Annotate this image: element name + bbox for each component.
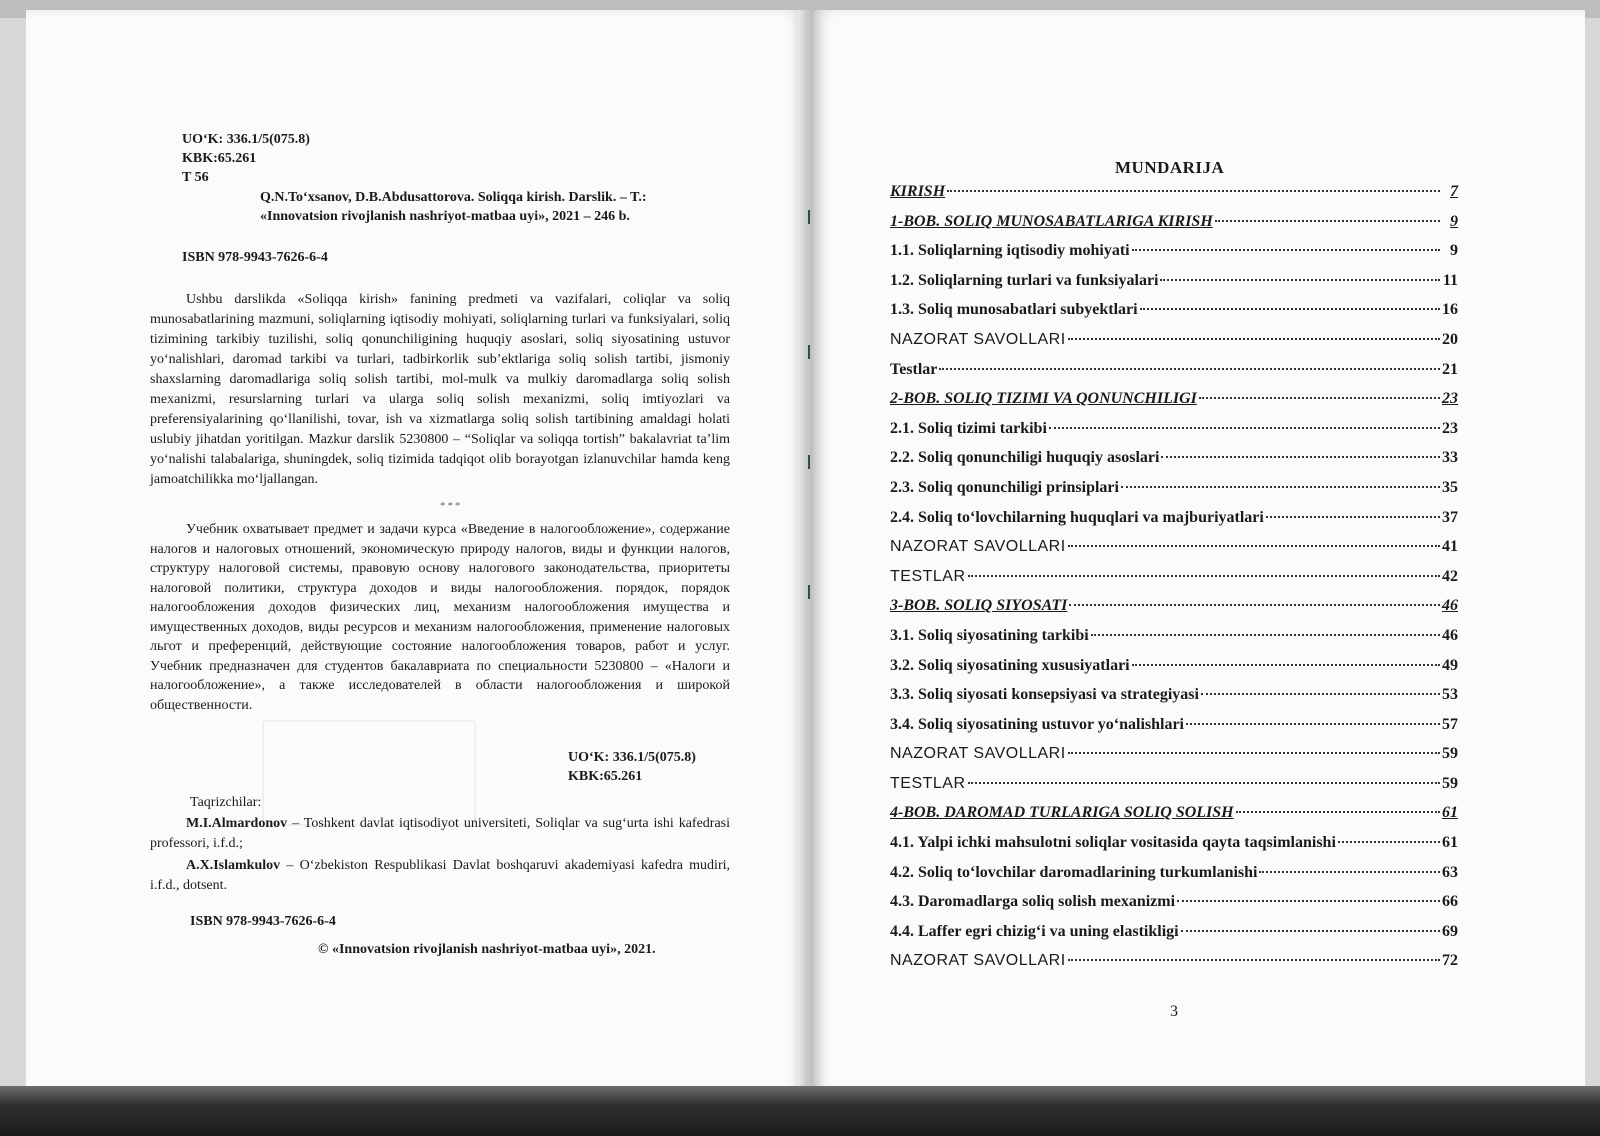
toc-entry-page: 59	[1442, 774, 1458, 792]
toc-leader-dots	[1069, 604, 1440, 606]
toc-entry	[890, 213, 1458, 243]
toc-entry	[890, 804, 1458, 834]
toc-entry	[890, 627, 1458, 657]
toc-entry-label: 2.1. Soliq tizimi tarkibi	[890, 419, 1047, 437]
toc-leader-dots	[1266, 516, 1440, 518]
toc-entry-label: 4.2. Soliq to‘lovchilar daromadlarining turkumlanishi	[890, 863, 1258, 881]
toc-entry-page: 7	[1450, 183, 1458, 200]
toc-entry-page: 59	[1442, 745, 1458, 763]
citation-line-1: Q.N.To‘xsanov, D.B.Abdusattorova. Soliqqa kirish. Darslik. – T.:	[260, 190, 647, 205]
author-code: T 56	[182, 170, 209, 185]
toc-leader-dots	[1186, 723, 1440, 725]
toc-entry-page: 61	[1442, 834, 1458, 852]
toc-leader-dots	[1068, 338, 1440, 340]
toc-entry-label: 2-BOB. SOLIQ TIZIMI VA QONUNCHILIGI	[890, 390, 1197, 408]
toc-leader-dots	[968, 575, 1440, 577]
toc-entry	[890, 923, 1458, 953]
toc-entry	[890, 834, 1458, 864]
toc-leader-dots	[1160, 279, 1440, 281]
toc-entry	[890, 390, 1458, 420]
copyright: © «Innovatsion rivojlanish nashriyot-matbaa uyi», 2021.	[318, 942, 656, 957]
toc-entry-page: 16	[1442, 301, 1458, 319]
toc-leader-dots	[1161, 456, 1440, 458]
toc-entry-page: 21	[1442, 360, 1458, 378]
separator-stars: ***	[440, 500, 463, 512]
toc-entry	[890, 272, 1458, 302]
toc-leader-dots	[1236, 811, 1440, 813]
faint-stamp	[262, 720, 476, 826]
toc-entry-label: NAZORAT SAVOLLARI	[890, 952, 1066, 970]
abstract-uzbek	[150, 290, 730, 490]
toc-leader-dots	[1259, 871, 1440, 873]
udk-code-2: UO‘K: 336.1/5(075.8)	[568, 750, 696, 765]
toc-leader-dots	[1199, 397, 1440, 399]
toc-leader-dots	[1177, 900, 1440, 902]
toc-leader-dots	[1091, 634, 1440, 636]
toc-entry-label: 2.4. Soliq to‘lovchilarning huquqlari va majburiyatlari	[890, 508, 1264, 526]
kbk-code-2: KBK:65.261	[568, 769, 643, 784]
toc-leader-dots	[939, 368, 1440, 370]
toc-entry-page: 42	[1442, 567, 1458, 585]
reviewer-2	[150, 856, 730, 896]
toc-entry-page: 33	[1442, 449, 1458, 467]
table-of-contents	[890, 183, 1458, 982]
toc-leader-dots	[1181, 930, 1440, 932]
toc-entry	[890, 775, 1458, 805]
toc-entry-label: TESTLAR	[890, 774, 966, 792]
toc-entry-page: 23	[1442, 390, 1458, 408]
toc-leader-dots	[1068, 959, 1440, 961]
toc-entry-label: 3.2. Soliq siyosatining xususiyatlari	[890, 656, 1130, 674]
toc-entry	[890, 597, 1458, 627]
toc-entry-page: 66	[1442, 893, 1458, 911]
toc-entry-page: 53	[1442, 686, 1458, 704]
reviewer-2-text: – O‘zbekiston Respublikasi Davlat boshqaruvi akademiyasi kafedra mudiri, i.f.d., dotsent.	[150, 858, 730, 893]
scan-bottom-shadow	[0, 1086, 1600, 1136]
toc-entry	[890, 568, 1458, 598]
reviewers-label: Taqrizchilar:	[190, 795, 262, 810]
toc-entry-page: 46	[1442, 626, 1458, 644]
toc-leader-dots	[1068, 752, 1440, 754]
toc-entry-page: 37	[1442, 508, 1458, 526]
toc-entry-page: 9	[1450, 242, 1458, 260]
toc-entry-label: 4.4. Laffer egri chizig‘i va uning elastikligi	[890, 922, 1179, 940]
abstract-uzbek-text: Ushbu darslikda «Soliqqa kirish» fanining predmeti va vazifalari, coliqlar va soliq munosabatlarining mazmuni, soliqlarning iqtisodiy mohiyati, soliqlarning turlari va funksiyalari, soliq tizimining tarkibiy tuzilishi, soliq qonunchiligining huquqiy asoslari, soliq siyosatining ustuvor yo‘nalishlari, daromad tarkibi va turlari, tadbirkorlik sub’ektlariga soliq solish tartibi, jismoniy shaxslarning daromadlariga soliq solish tartibi, mol-mulk va mulkiy daromadlarga soliq solish mexanizmi, resurslarning turlari va ularga soliq solish mexanizmi, soliq imtiyozlari va preferensiyalarining qo‘llanilishi, tovar, ish va xizmatlarga soliq solish tartibining amaldagi holati uslubiy jihatdan yoritilgan. Mazkur darslik 5230800 – “Soliqlar va soliqqa tortish” bakalavriat ta’lim yo‘nalishi talabalariga, shuningdek, soliq tizimida tadqiqot olib borayotgan izlanuvchilar hamda keng jamoatchilikka mo‘ljallangan.	[150, 292, 730, 487]
toc-entry-page: 49	[1442, 656, 1458, 674]
toc-entry-page: 9	[1450, 212, 1458, 230]
toc-entry	[890, 361, 1458, 391]
toc-leader-dots	[1132, 249, 1440, 251]
toc-title: MUNDARIJA	[1115, 158, 1225, 177]
toc-entry	[890, 509, 1458, 539]
toc-entry-label: 2.3. Soliq qonunchiligi prinsiplari	[890, 478, 1119, 496]
toc-entry-label: TESTLAR	[890, 567, 966, 585]
toc-entry	[890, 331, 1458, 361]
reviewer-2-name: A.X.Islamkulov	[186, 858, 281, 873]
toc-entry	[890, 745, 1458, 775]
toc-entry-label: 3-BOB. SOLIQ SIYOSATI	[890, 597, 1068, 615]
abstract-russian	[150, 520, 730, 715]
toc-entry-label: 2.2. Soliq qonunchiligi huquqiy asoslari	[890, 449, 1160, 467]
toc-entry-page: 57	[1442, 715, 1458, 733]
toc-entry-label: 4-BOB. DAROMAD TURLARIGA SOLIQ SOLISH	[890, 804, 1234, 822]
toc-leader-dots	[1201, 693, 1440, 695]
toc-entry-page: 63	[1442, 863, 1458, 881]
toc-entry-label: 3.3. Soliq siyosati konsepsiyasi va strategiyasi	[890, 686, 1199, 704]
toc-entry-page: 61	[1442, 804, 1458, 822]
reviewer-1-name: M.I.Almardonov	[186, 816, 288, 831]
reviewer-1-text: – Toshkent davlat iqtisodiyot universiteti, Soliqlar va sug‘urta ishi kafedrasi professori, i.f.d.;	[150, 816, 730, 851]
toc-entry-label: 1.1. Soliqlarning iqtisodiy mohiyati	[890, 242, 1130, 260]
toc-entry-label: 4.1. Yalpi ichki mahsulotni soliqlar vositasida qayta taqsimlanishi	[890, 834, 1336, 852]
toc-entry-label: 3.1. Soliq siyosatining tarkibi	[890, 626, 1089, 644]
toc-entry	[890, 183, 1458, 213]
toc-entry-label: KIRISH	[890, 183, 946, 200]
toc-entry	[890, 301, 1458, 331]
toc-entry	[890, 479, 1458, 509]
toc-entry-page: 69	[1442, 922, 1458, 940]
toc-leader-dots	[1068, 545, 1440, 547]
toc-entry-page: 41	[1442, 538, 1458, 556]
toc-entry	[890, 893, 1458, 923]
toc-leader-dots	[1121, 486, 1440, 488]
toc-entry-label: Testlar	[890, 360, 938, 378]
toc-entry-page: 20	[1442, 330, 1458, 348]
toc-entry-page: 35	[1442, 478, 1458, 496]
toc-leader-dots	[1049, 427, 1440, 429]
page-number: 3	[1170, 1003, 1178, 1020]
reviewer-1	[150, 814, 730, 854]
toc-entry-label: NAZORAT SAVOLLARI	[890, 745, 1066, 763]
udk-code: UO‘K: 336.1/5(075.8)	[182, 132, 310, 147]
isbn-2: ISBN 978-9943-7626-6-4	[190, 914, 336, 929]
kbk-code: KBK:65.261	[182, 151, 257, 166]
toc-entry-label: 4.3. Daromadlarga soliq solish mexanizmi	[890, 893, 1176, 911]
toc-entry-label: 1.2. Soliqlarning turlari va funksiyalari	[890, 271, 1159, 289]
toc-entry-label: 3.4. Soliq siyosatining ustuvor yo‘nalishlari	[890, 715, 1184, 733]
toc-entry	[890, 864, 1458, 894]
toc-leader-dots	[1132, 664, 1440, 666]
toc-entry	[890, 538, 1458, 568]
toc-leader-dots	[1215, 220, 1440, 222]
toc-entry	[890, 420, 1458, 450]
toc-entry-page: 46	[1442, 597, 1458, 615]
isbn: ISBN 978-9943-7626-6-4	[182, 250, 328, 265]
toc-entry-page: 23	[1442, 419, 1458, 437]
toc-entry-label: NAZORAT SAVOLLARI	[890, 538, 1066, 556]
toc-entry-label: NAZORAT SAVOLLARI	[890, 330, 1066, 348]
toc-entry	[890, 242, 1458, 272]
toc-entry	[890, 716, 1458, 746]
toc-entry	[890, 952, 1458, 982]
toc-leader-dots	[1140, 308, 1440, 310]
abstract-russian-text: Учебник охватывает предмет и задачи курса «Введение в налогообложение», содержание налогов и налоговых отношений, экономическую природу налогов, виды и функции налогов, структуру налоговой системы, правовую основу налогового законодательства, приоритеты налоговой политики, структура доходов и виды налогообложения. порядок, порядок налогообложения доходов физических лиц, механизм налогообложения имущества и имущественных доходов, виды ресурсов и механизм налогообложения, применение налоговых льгот и преференций, действующие состояние налогообложения товаров, работ и услуг. Учебник предназначен для студентов бакалавриата по специальности 5230800 – «Налоги и налогообложение», а также исследователей в области налогообложения и широкой общественности.	[150, 522, 730, 713]
toc-entry-page: 11	[1442, 271, 1458, 289]
toc-entry	[890, 686, 1458, 716]
toc-leader-dots	[968, 782, 1440, 784]
toc-entry-label: 1.3. Soliq munosabatlari subyektlari	[890, 301, 1138, 319]
toc-leader-dots	[947, 190, 1440, 192]
toc-entry	[890, 657, 1458, 687]
toc-entry	[890, 449, 1458, 479]
citation-line-2: «Innovatsion rivojlanish nashriyot-matbaa uyi», 2021 – 246 b.	[260, 209, 630, 224]
toc-leader-dots	[1338, 841, 1440, 843]
toc-entry-page: 72	[1442, 952, 1458, 970]
toc-entry-label: 1-BOB. SOLIQ MUNOSABATLARIGA KIRISH	[890, 212, 1213, 230]
